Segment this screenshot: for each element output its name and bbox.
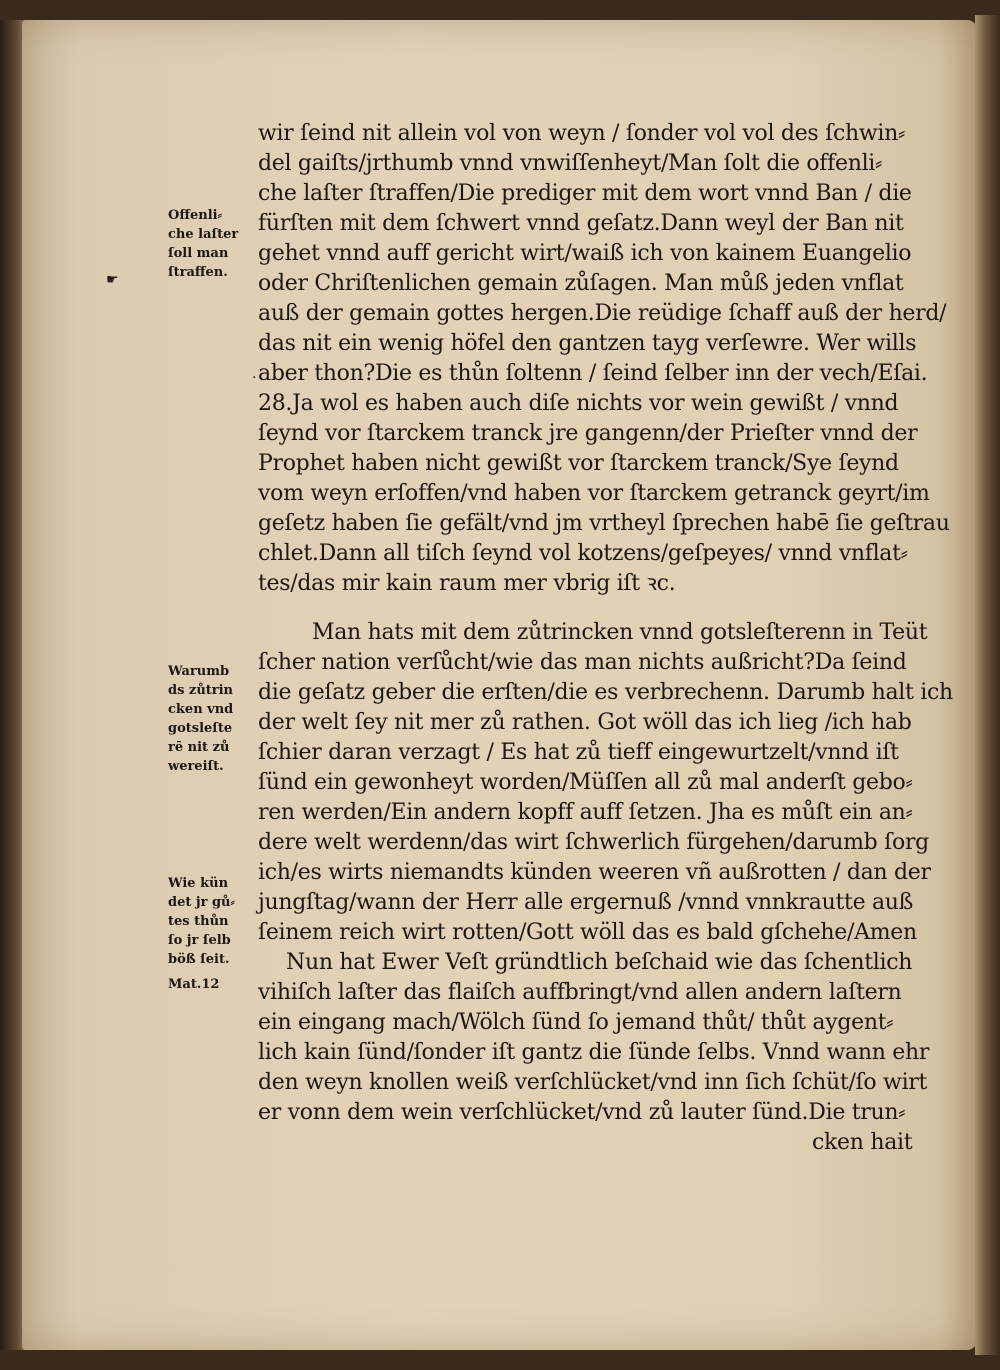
text-line: das nit ein wenig höfel den gantzen tayg verſewre. Wer wills: [258, 331, 917, 356]
note-line: det jr gů⸗: [168, 895, 235, 910]
text-line: chlet.Dann all tiſch ſeynd vol kotzens/geſpeyes/ vnnd vnflat⸗: [258, 541, 908, 566]
text-line: Man hats mit dem zůtrincken vnnd gotsleſterenn in Teüt: [312, 620, 928, 645]
text-line: oder Chriſtenlichen gemain zůſagen. Man můß jeden vnflat: [258, 271, 904, 296]
note-line: gotsleſte: [168, 721, 233, 736]
note-line: Offenli⸗: [168, 208, 222, 223]
text-line: ein eingang mach/Wölch ſünd ſo jemand thůt/ thůt aygent⸗: [258, 1010, 894, 1035]
text-line: ſchier daran verzagt / Es hat zů tieff eingewurtzelt/vnnd iſt: [258, 740, 899, 765]
text-line: ſeynd vor ſtarckem tranck jre gangenn/der Prieſter vnnd der: [258, 421, 918, 446]
catchword: cken hait: [812, 1130, 913, 1155]
text-line: del gaiſts/jrthumb vnnd vnwiſſenheyt/Man ſolt die offenli⸗: [258, 151, 883, 176]
note-line: rē nit zů: [168, 740, 230, 755]
note-line: ſo jr ſelb: [168, 933, 231, 948]
note-line: che laſter: [168, 227, 239, 242]
text-line: er vonn dem wein verſchlücket/vnd zů lauter ſünd.Die trun⸗: [258, 1100, 906, 1125]
text-line: lich kain ſünd/ſonder iſt gantz die ſünde ſelbs. Vnnd wann ehr: [258, 1040, 930, 1065]
text-line: 28.Ja wol es haben auch diſe nichts vor wein gewißt / vnnd: [258, 391, 899, 416]
note-line: böß ſeit.: [168, 952, 230, 967]
text-line: gehet vnnd auff gericht wirt/waiß ich von kainem Euangelio: [258, 241, 912, 266]
text-line: jungſtag/wann der Herr alle ergernuß /vnnd vnnkrautte auß: [258, 890, 914, 915]
note-line: Mat.12: [168, 977, 220, 992]
dot-mark-icon: ·: [252, 370, 257, 386]
text-line: ren werden/Ein andern kopff auff ſetzen. Jha es můſt ein an⸗: [258, 800, 913, 825]
text-line: auß der gemain gottes hergen.Die reüdige ſchaff auß der herd/: [258, 301, 947, 326]
note-line: Wie kün: [168, 876, 229, 891]
note-line: tes thůn: [168, 914, 229, 929]
text-line: ſünd ein gewonheyt worden/Müſſen all zů mal anderſt gebo⸗: [258, 770, 913, 795]
text-line: ſeinem reich wirt rotten/Gott wöll das es bald gſchehe/Amen: [258, 920, 917, 945]
note-line: ſtraffen.: [168, 265, 228, 280]
note-line: cken vnd: [168, 702, 234, 717]
text-line: ſcher nation verſůcht/wie das man nichts außricht?Da ſeind: [258, 650, 907, 675]
text-line: tes/das mir kain raum mer vbrig iſt ꝛc.: [258, 571, 676, 596]
text-line: der welt ſey nit mer zů rathen. Got wöll das ich lieg /ich hab: [258, 710, 912, 735]
text-line: ich/es wirts niemandts künden weeren vñ außrotten / dan der: [258, 860, 931, 885]
text-line: dere welt werdenn/das wirt ſchwerlich fürgehen/darumb ſorg: [258, 830, 929, 855]
text-line: vom weyn erſoffen/vnd haben vor ſtarckem getranck geyrt/im: [258, 481, 930, 506]
note-line: ds zůtrin: [168, 683, 234, 698]
page-right-edge: [975, 15, 1000, 1355]
text-line: geſetz haben ſie gefält/vnd jm vrtheyl ſprechen habē ſie geſtrau: [258, 511, 950, 536]
text-line: vihiſch laſter das flaiſch auffbringt/vnd allen andern laſtern: [258, 980, 902, 1005]
note-line: Warumb: [168, 664, 230, 679]
text-line: aber thon?Die es thůn ſoltenn / ſeind ſelber inn der vech/Eſai.: [258, 361, 928, 386]
text-line: fürſten mit dem ſchwert vnnd geſatz.Dann weyl der Ban nit: [258, 211, 904, 236]
text-line: den weyn knollen weiß verſchlücket/vnd inn ſich ſchüt/ſo wirt: [258, 1070, 928, 1095]
text-line: Prophet haben nicht gewißt vor ſtarckem tranck/Sye ſeynd: [258, 451, 899, 476]
note-line: wereiſt.: [168, 759, 224, 774]
text-line: Nun hat Ewer Veſt gründtlich beſchaid wie das ſchentlich: [286, 950, 913, 975]
text-line: che laſter ſtraffen/Die prediger mit dem wort vnnd Ban / die: [258, 181, 912, 206]
note-line: ſoll man: [168, 246, 229, 261]
text-line: die geſatz geber die erſten/die es verbrechenn. Darumb halt ich: [258, 680, 953, 705]
text-line: wir ſeind nit allein vol von weyn / ſonder vol vol des ſchwin⸗: [258, 121, 906, 146]
manicule-mark-icon: ☛: [106, 272, 119, 288]
